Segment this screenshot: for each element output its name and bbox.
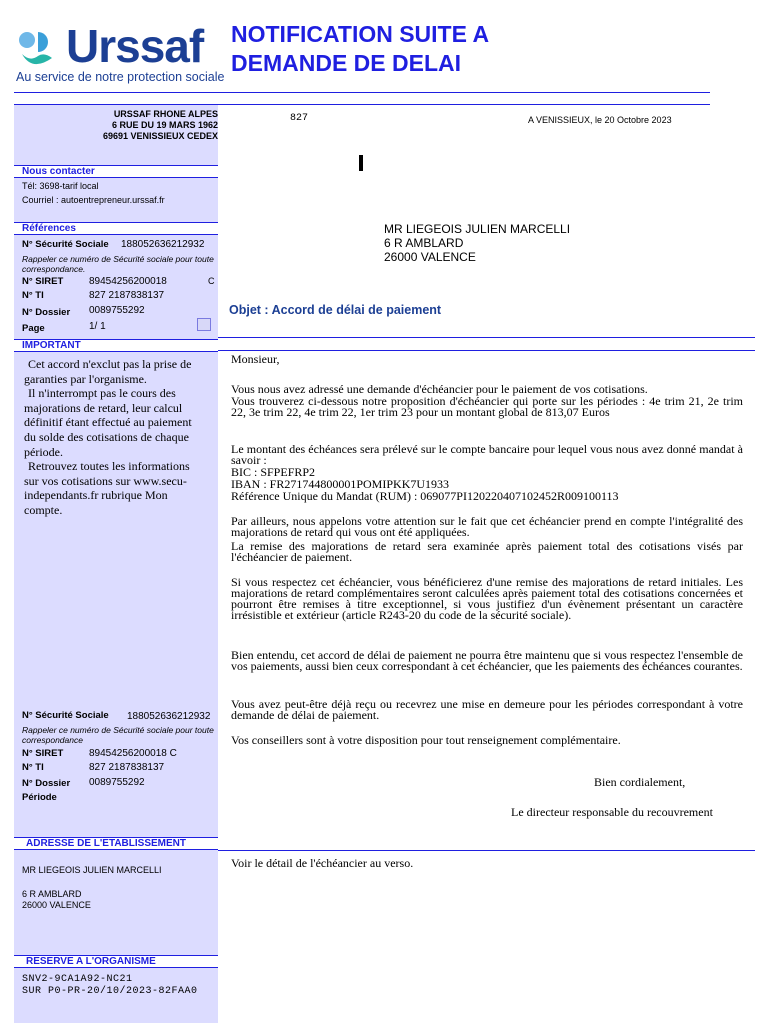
reserve-code-2: SUR P0-PR-20/10/2023-82FAA0 xyxy=(22,986,198,997)
ref-page-value: 1/ 1 xyxy=(89,321,106,332)
important-text-3: Retrouvez toutes les informations sur vos cotisations sur www.secu-independants.fr rubrique Mon compte. xyxy=(24,459,190,517)
letter-signature: Le directeur responsable du recouvrement xyxy=(511,805,713,819)
ref2-siret-value: 89454256200018 C xyxy=(89,748,177,759)
letter-object: Objet : Accord de délai de paiement xyxy=(229,303,442,317)
ref-ti-label: N° TI xyxy=(22,290,44,301)
letter-paragraph-4b: La remise des majorations de retard sera examinée après paiement total des cotisations visés par l'échéancier de paiement. xyxy=(231,539,743,564)
ref2-ti-value: 827 2187838137 xyxy=(89,762,165,773)
establishment-street: 6 R AMBLARD xyxy=(22,889,82,899)
letter-rum: Référence Unique du Mandat (RUM) : 069077PI120220407102452R009100113 xyxy=(231,489,619,503)
establishment-name: MR LIEGEOIS JULIEN MARCELLI xyxy=(22,865,162,875)
ref2-siret-label: N° SIRET xyxy=(22,748,64,759)
urssaf-logo-text: Urssaf xyxy=(66,20,204,72)
ref2-dossier-value: 0089755292 xyxy=(89,777,145,788)
recipient-name: MR LIEGEOIS JULIEN MARCELLI xyxy=(384,222,571,236)
sender-address xyxy=(20,109,218,142)
barcode-mark xyxy=(359,155,363,171)
important-section-title: IMPORTANT xyxy=(22,340,81,351)
letter-closing: Bien cordialement, xyxy=(594,775,686,789)
references-section-title: Références xyxy=(22,223,76,234)
letter-paragraph-1: Vous nous avez adressé une demande d'échéancier pour le paiement de vos cotisations. xyxy=(231,382,648,396)
sender-name: URSSAF RHONE ALPES xyxy=(113,109,218,119)
logo-tagline: Au service de notre protection sociale xyxy=(16,70,225,84)
title-line-2: DEMANDE DE DELAI xyxy=(231,50,462,76)
ref-siret-value: 89454256200018 xyxy=(89,276,167,287)
letter-salutation: Monsieur, xyxy=(231,352,280,366)
ref2-period-label: Période xyxy=(22,792,57,803)
content-rule-1 xyxy=(218,337,755,338)
ref-siret-label: N° SIRET xyxy=(22,276,64,287)
reserve-section-title: RESERVE A L'ORGANISME xyxy=(26,956,156,967)
content-rule-2 xyxy=(218,350,755,351)
important-text-1: Cet accord n'exclut pas la prise de garanties par l'organisme. xyxy=(24,357,192,386)
letter-paragraph-8: Vos conseillers sont à votre disposition pour tout renseignement complémentaire. xyxy=(231,733,621,747)
ref-dossier-value: 0089755292 xyxy=(89,305,145,316)
important-text-2: Il n'interrompt pas le cours des majorations de retard, leur calcul définitif étant effectué au paiement du solde des cotisations de chaque période. xyxy=(24,386,192,459)
recipient-street: 6 R AMBLARD xyxy=(384,236,464,250)
reserve-code-1: SNV2-9CA1A92-NC21 xyxy=(22,974,133,985)
ref-siret-suffix: C xyxy=(208,276,215,286)
ref-page-label: Page xyxy=(22,323,45,334)
letter-verso-note: Voir le détail de l'échéancier au verso. xyxy=(231,856,414,870)
ref-dossier-label: N° Dossier xyxy=(22,307,71,318)
contact-section-title: Nous contacter xyxy=(22,166,95,177)
letter-paragraph-3: Le montant des échéances sera prélevé sur le compte bancaire pour lequel vous nous avez donné mandat à savoir : xyxy=(231,442,743,467)
important-notes xyxy=(24,357,202,518)
page-checkbox[interactable] xyxy=(197,318,211,331)
ref2-secu-label: N° Sécurité Sociale xyxy=(22,710,109,721)
document-title xyxy=(231,20,489,78)
place-date: A VENISSIEUX, le 20 Octobre 2023 xyxy=(528,115,672,125)
header-rule xyxy=(14,92,710,93)
recipient-address xyxy=(384,222,570,264)
ref2-secu-value: 188052636212932 xyxy=(127,711,211,722)
sender-city: 69691 VENISSIEUX CEDEX xyxy=(102,131,218,141)
ref-ti-value: 827 2187838137 xyxy=(89,290,165,301)
ref-secu-note: Rappeler ce numéro de Sécurité sociale pour toute correspondance. xyxy=(22,254,214,274)
content-rule-3 xyxy=(218,850,755,851)
letter-paragraph-4: Par ailleurs, nous appelons votre attention sur le fait que cet échéancier prend en compte l'intégralité des majorations de retard qui vous ont été appliquées. xyxy=(231,514,743,539)
ref2-dossier-label: N° Dossier xyxy=(22,778,71,789)
ref2-ti-label: N° TI xyxy=(22,762,44,773)
letter-paragraph-6: Bien entendu, cet accord de délai de paiement ne pourra être maintenu que si vous respectez l'ensemble de vos paiements, aussi bien ceux correspondant à cet échéancier, que les paiements des échéances courantes. xyxy=(231,648,743,673)
establishment-section-title: ADRESSE DE L'ETABLISSEMENT xyxy=(26,838,186,849)
establishment-city: 26000 VALENCE xyxy=(22,900,91,910)
recipient-city: 26000 VALENCE xyxy=(384,250,476,264)
letter-paragraph-7: Vous avez peut-être déjà reçu ou recevrez une mise en demeure pour les périodes correspondant à votre demande de délai de paiement. xyxy=(231,697,743,722)
sender-street: 6 RUE DU 19 MARS 1962 xyxy=(111,120,218,130)
letter-bic: BIC : SFPEFRP2 xyxy=(231,465,316,479)
letter-iban: IBAN : FR271744800001POMIPKK7U1933 xyxy=(231,477,450,491)
letter-paragraph-5: Si vous respectez cet échéancier, vous bénéficierez d'une remise des majorations de retard initiales. Les majorations de retard complémentaires seront calculées après paiement total des cotisations concernées et pourront être remises à titre exceptionnel, si vous justifiez d'un évènement présentant un caractère irrésistible et extérieur (article R243-20 du code de la sécurité sociale). xyxy=(231,575,743,622)
letter-paragraph-2: Vous trouverez ci-dessous notre proposition d'échéancier qui porte sur les périodes : 4e trim 21, 2e trim 22, 3e trim 22, 4e trim 22, 1er trim 23 pour un montant global de 813,07 Euros xyxy=(231,394,743,419)
ref-secu-value: 188052636212932 xyxy=(121,239,205,250)
urssaf-logo-icon xyxy=(16,28,60,72)
contact-tel: Tél: 3698-tarif local xyxy=(22,181,99,191)
ref-secu-label: N° Sécurité Sociale xyxy=(22,239,109,250)
contact-mail: Courriel : autoentrepreneur.urssaf.fr xyxy=(22,195,165,205)
document-code: 827 xyxy=(290,113,309,124)
ref2-secu-note: Rappeler ce numéro de Sécurité sociale pour toute correspondance xyxy=(22,725,214,745)
title-line-1: NOTIFICATION SUITE A xyxy=(231,21,490,47)
